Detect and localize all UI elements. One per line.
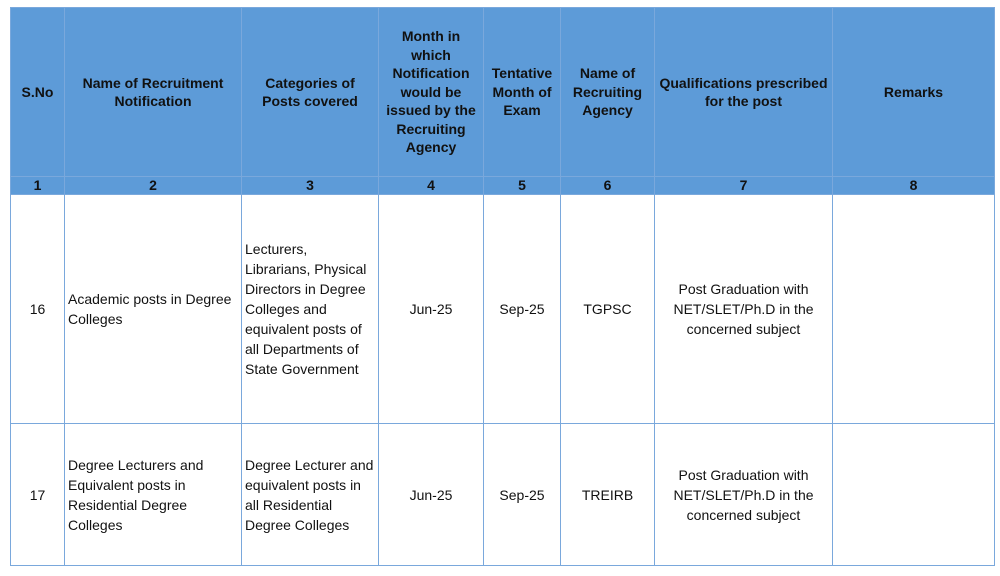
column-number: 3 <box>242 177 379 195</box>
column-number-row <box>11 177 995 195</box>
cell-agency: TREIRB <box>561 424 655 566</box>
cell-agency: TGPSC <box>561 195 655 424</box>
cell-recruitment-name: Degree Lecturers and Equivalent posts in Residential Degree Colleges <box>65 424 242 566</box>
table-row <box>11 195 995 424</box>
header-qualifications: Qualifications prescribed for the post <box>655 8 833 177</box>
header-agency: Name of Recruiting Agency <box>561 8 655 177</box>
cell-remarks <box>833 195 995 424</box>
cell-remarks <box>833 424 995 566</box>
recruitment-table <box>10 7 995 566</box>
column-number: 2 <box>65 177 242 195</box>
header-row <box>11 8 995 177</box>
header-recruitment-name: Name of Recruitment Notification <box>65 8 242 177</box>
cell-notification-month: Jun-25 <box>379 195 484 424</box>
cell-exam-month: Sep-25 <box>484 424 561 566</box>
column-number: 4 <box>379 177 484 195</box>
cell-notification-month: Jun-25 <box>379 424 484 566</box>
header-exam-month: Tentative Month of Exam <box>484 8 561 177</box>
cell-categories: Lecturers, Librarians, Physical Directors in Degree Colleges and equivalent posts of all Departments of State Government <box>242 195 379 424</box>
cell-exam-month: Sep-25 <box>484 195 561 424</box>
cell-recruitment-name: Academic posts in Degree Colleges <box>65 195 242 424</box>
cell-sno: 16 <box>11 195 65 424</box>
column-number: 1 <box>11 177 65 195</box>
column-number: 5 <box>484 177 561 195</box>
cell-qualification: Post Graduation with NET/SLET/Ph.D in the concerned subject <box>655 195 833 424</box>
header-notification-month: Month in which Notification would be issued by the Recruiting Agency <box>379 8 484 177</box>
header-sno: S.No <box>11 8 65 177</box>
header-categories: Categories of Posts covered <box>242 8 379 177</box>
column-number: 6 <box>561 177 655 195</box>
column-number: 8 <box>833 177 995 195</box>
table-row <box>11 424 995 566</box>
header-remarks: Remarks <box>833 8 995 177</box>
cell-qualification: Post Graduation with NET/SLET/Ph.D in the concerned subject <box>655 424 833 566</box>
cell-sno: 17 <box>11 424 65 566</box>
column-number: 7 <box>655 177 833 195</box>
cell-categories: Degree Lecturer and equivalent posts in all Residential Degree Colleges <box>242 424 379 566</box>
